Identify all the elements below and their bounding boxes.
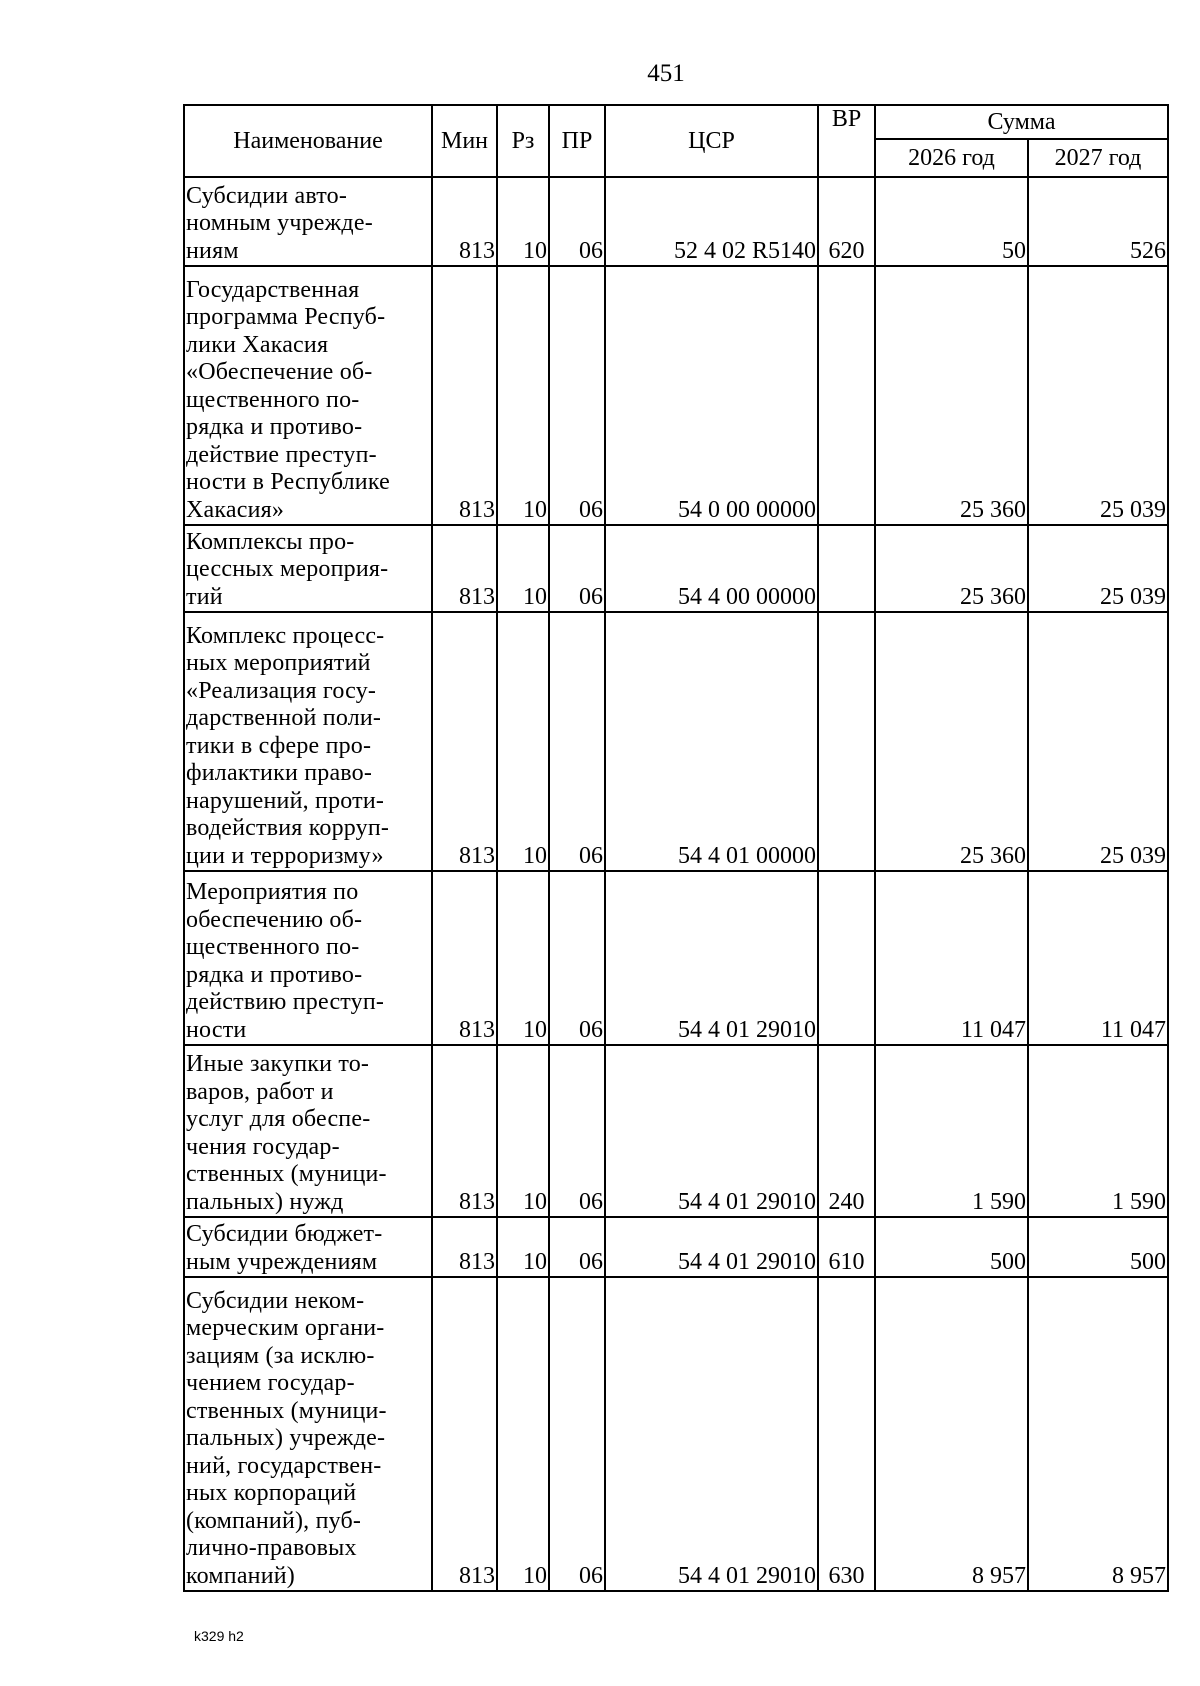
header-year-2027: 2027 год xyxy=(1028,139,1168,177)
row-vr xyxy=(818,871,875,1045)
row-csr: 54 4 00 00000 xyxy=(605,525,818,612)
row-sum-2026: 11 047 xyxy=(875,871,1028,1045)
header-vr: ВР xyxy=(818,105,875,177)
table-row xyxy=(184,1045,1168,1217)
table-row xyxy=(184,1217,1168,1277)
row-sum-2026: 50 xyxy=(875,177,1028,266)
header-min: Мин xyxy=(432,105,497,177)
header-rz: Рз xyxy=(497,105,549,177)
header-name: Наименование xyxy=(184,105,432,177)
row-min: 813 xyxy=(432,525,497,612)
row-sum-2027: 8 957 xyxy=(1028,1277,1168,1591)
row-vr: 240 xyxy=(818,1045,875,1217)
row-pr: 06 xyxy=(549,266,605,525)
row-min: 813 xyxy=(432,1217,497,1277)
row-vr xyxy=(818,525,875,612)
row-vr: 610 xyxy=(818,1217,875,1277)
table-row xyxy=(184,266,1168,525)
row-name: Комплексы про- цессных мероприя- тий xyxy=(184,525,432,612)
row-sum-2026: 25 360 xyxy=(875,266,1028,525)
page-number: 451 xyxy=(647,60,685,87)
row-csr: 54 4 01 29010 xyxy=(605,1217,818,1277)
footer-code: k329 h2 xyxy=(194,1628,244,1644)
row-sum-2027: 25 039 xyxy=(1028,612,1168,871)
row-min: 813 xyxy=(432,1045,497,1217)
row-name: Субсидии бюджет- ным учреждениям xyxy=(184,1217,432,1277)
row-csr: 54 4 01 00000 xyxy=(605,612,818,871)
row-rz: 10 xyxy=(497,871,549,1045)
row-min: 813 xyxy=(432,1277,497,1591)
table-body xyxy=(184,177,1168,1591)
table-row xyxy=(184,871,1168,1045)
row-pr: 06 xyxy=(549,1217,605,1277)
row-csr: 54 4 01 29010 xyxy=(605,871,818,1045)
row-sum-2026: 1 590 xyxy=(875,1045,1028,1217)
row-csr: 54 4 01 29010 xyxy=(605,1045,818,1217)
row-sum-2027: 500 xyxy=(1028,1217,1168,1277)
row-name: Субсидии неком- мерческим органи- зациям (за исклю- чением государ- ственных (муници- пальных) учрежде- ний, государствен- ных корпораций (компаний), пуб- лично-правовых компаний) xyxy=(184,1277,432,1591)
header-pr: ПР xyxy=(549,105,605,177)
row-min: 813 xyxy=(432,177,497,266)
row-rz: 10 xyxy=(497,525,549,612)
row-pr: 06 xyxy=(549,177,605,266)
row-sum-2026: 8 957 xyxy=(875,1277,1028,1591)
budget-table xyxy=(183,104,1169,1592)
row-sum-2027: 526 xyxy=(1028,177,1168,266)
row-sum-2027: 1 590 xyxy=(1028,1045,1168,1217)
row-sum-2027: 11 047 xyxy=(1028,871,1168,1045)
row-min: 813 xyxy=(432,612,497,871)
row-csr: 54 4 01 29010 xyxy=(605,1277,818,1591)
row-name: Комплекс процесс- ных мероприятий «Реализация госу- дарственной поли- тики в сфере про- филактики право- нарушений, проти- водействия корруп- ции и терроризму» xyxy=(184,612,432,871)
table-header xyxy=(184,105,1168,177)
header-sum: Сумма xyxy=(875,105,1168,139)
table-row xyxy=(184,177,1168,266)
row-name: Иные закупки то- варов, работ и услуг для обеспе- чения государ- ственных (муници- пальных) нужд xyxy=(184,1045,432,1217)
row-vr xyxy=(818,612,875,871)
row-pr: 06 xyxy=(549,871,605,1045)
row-min: 813 xyxy=(432,266,497,525)
row-rz: 10 xyxy=(497,1277,549,1591)
row-sum-2026: 25 360 xyxy=(875,525,1028,612)
row-rz: 10 xyxy=(497,1045,549,1217)
row-rz: 10 xyxy=(497,177,549,266)
row-vr: 620 xyxy=(818,177,875,266)
row-pr: 06 xyxy=(549,612,605,871)
row-vr xyxy=(818,266,875,525)
header-year-2026: 2026 год xyxy=(875,139,1028,177)
row-csr: 54 0 00 00000 xyxy=(605,266,818,525)
row-vr: 630 xyxy=(818,1277,875,1591)
row-pr: 06 xyxy=(549,1045,605,1217)
row-name: Государственная программа Респуб- лики Хакасия «Обеспечение об- щественного по- рядка и противо- действие преступ- ности в Республике Хакасия» xyxy=(184,266,432,525)
row-min: 813 xyxy=(432,871,497,1045)
row-pr: 06 xyxy=(549,525,605,612)
row-rz: 10 xyxy=(497,266,549,525)
table-row xyxy=(184,1277,1168,1591)
table-row xyxy=(184,525,1168,612)
row-rz: 10 xyxy=(497,1217,549,1277)
row-pr: 06 xyxy=(549,1277,605,1591)
row-sum-2026: 500 xyxy=(875,1217,1028,1277)
row-sum-2027: 25 039 xyxy=(1028,525,1168,612)
row-name: Субсидии авто- номным учрежде- ниям xyxy=(184,177,432,266)
table-row xyxy=(184,612,1168,871)
row-name: Мероприятия по обеспечению об- щественного по- рядка и противо- действию преступ- ности xyxy=(184,871,432,1045)
row-sum-2027: 25 039 xyxy=(1028,266,1168,525)
row-rz: 10 xyxy=(497,612,549,871)
row-csr: 52 4 02 R5140 xyxy=(605,177,818,266)
row-sum-2026: 25 360 xyxy=(875,612,1028,871)
header-csr: ЦСР xyxy=(605,105,818,177)
